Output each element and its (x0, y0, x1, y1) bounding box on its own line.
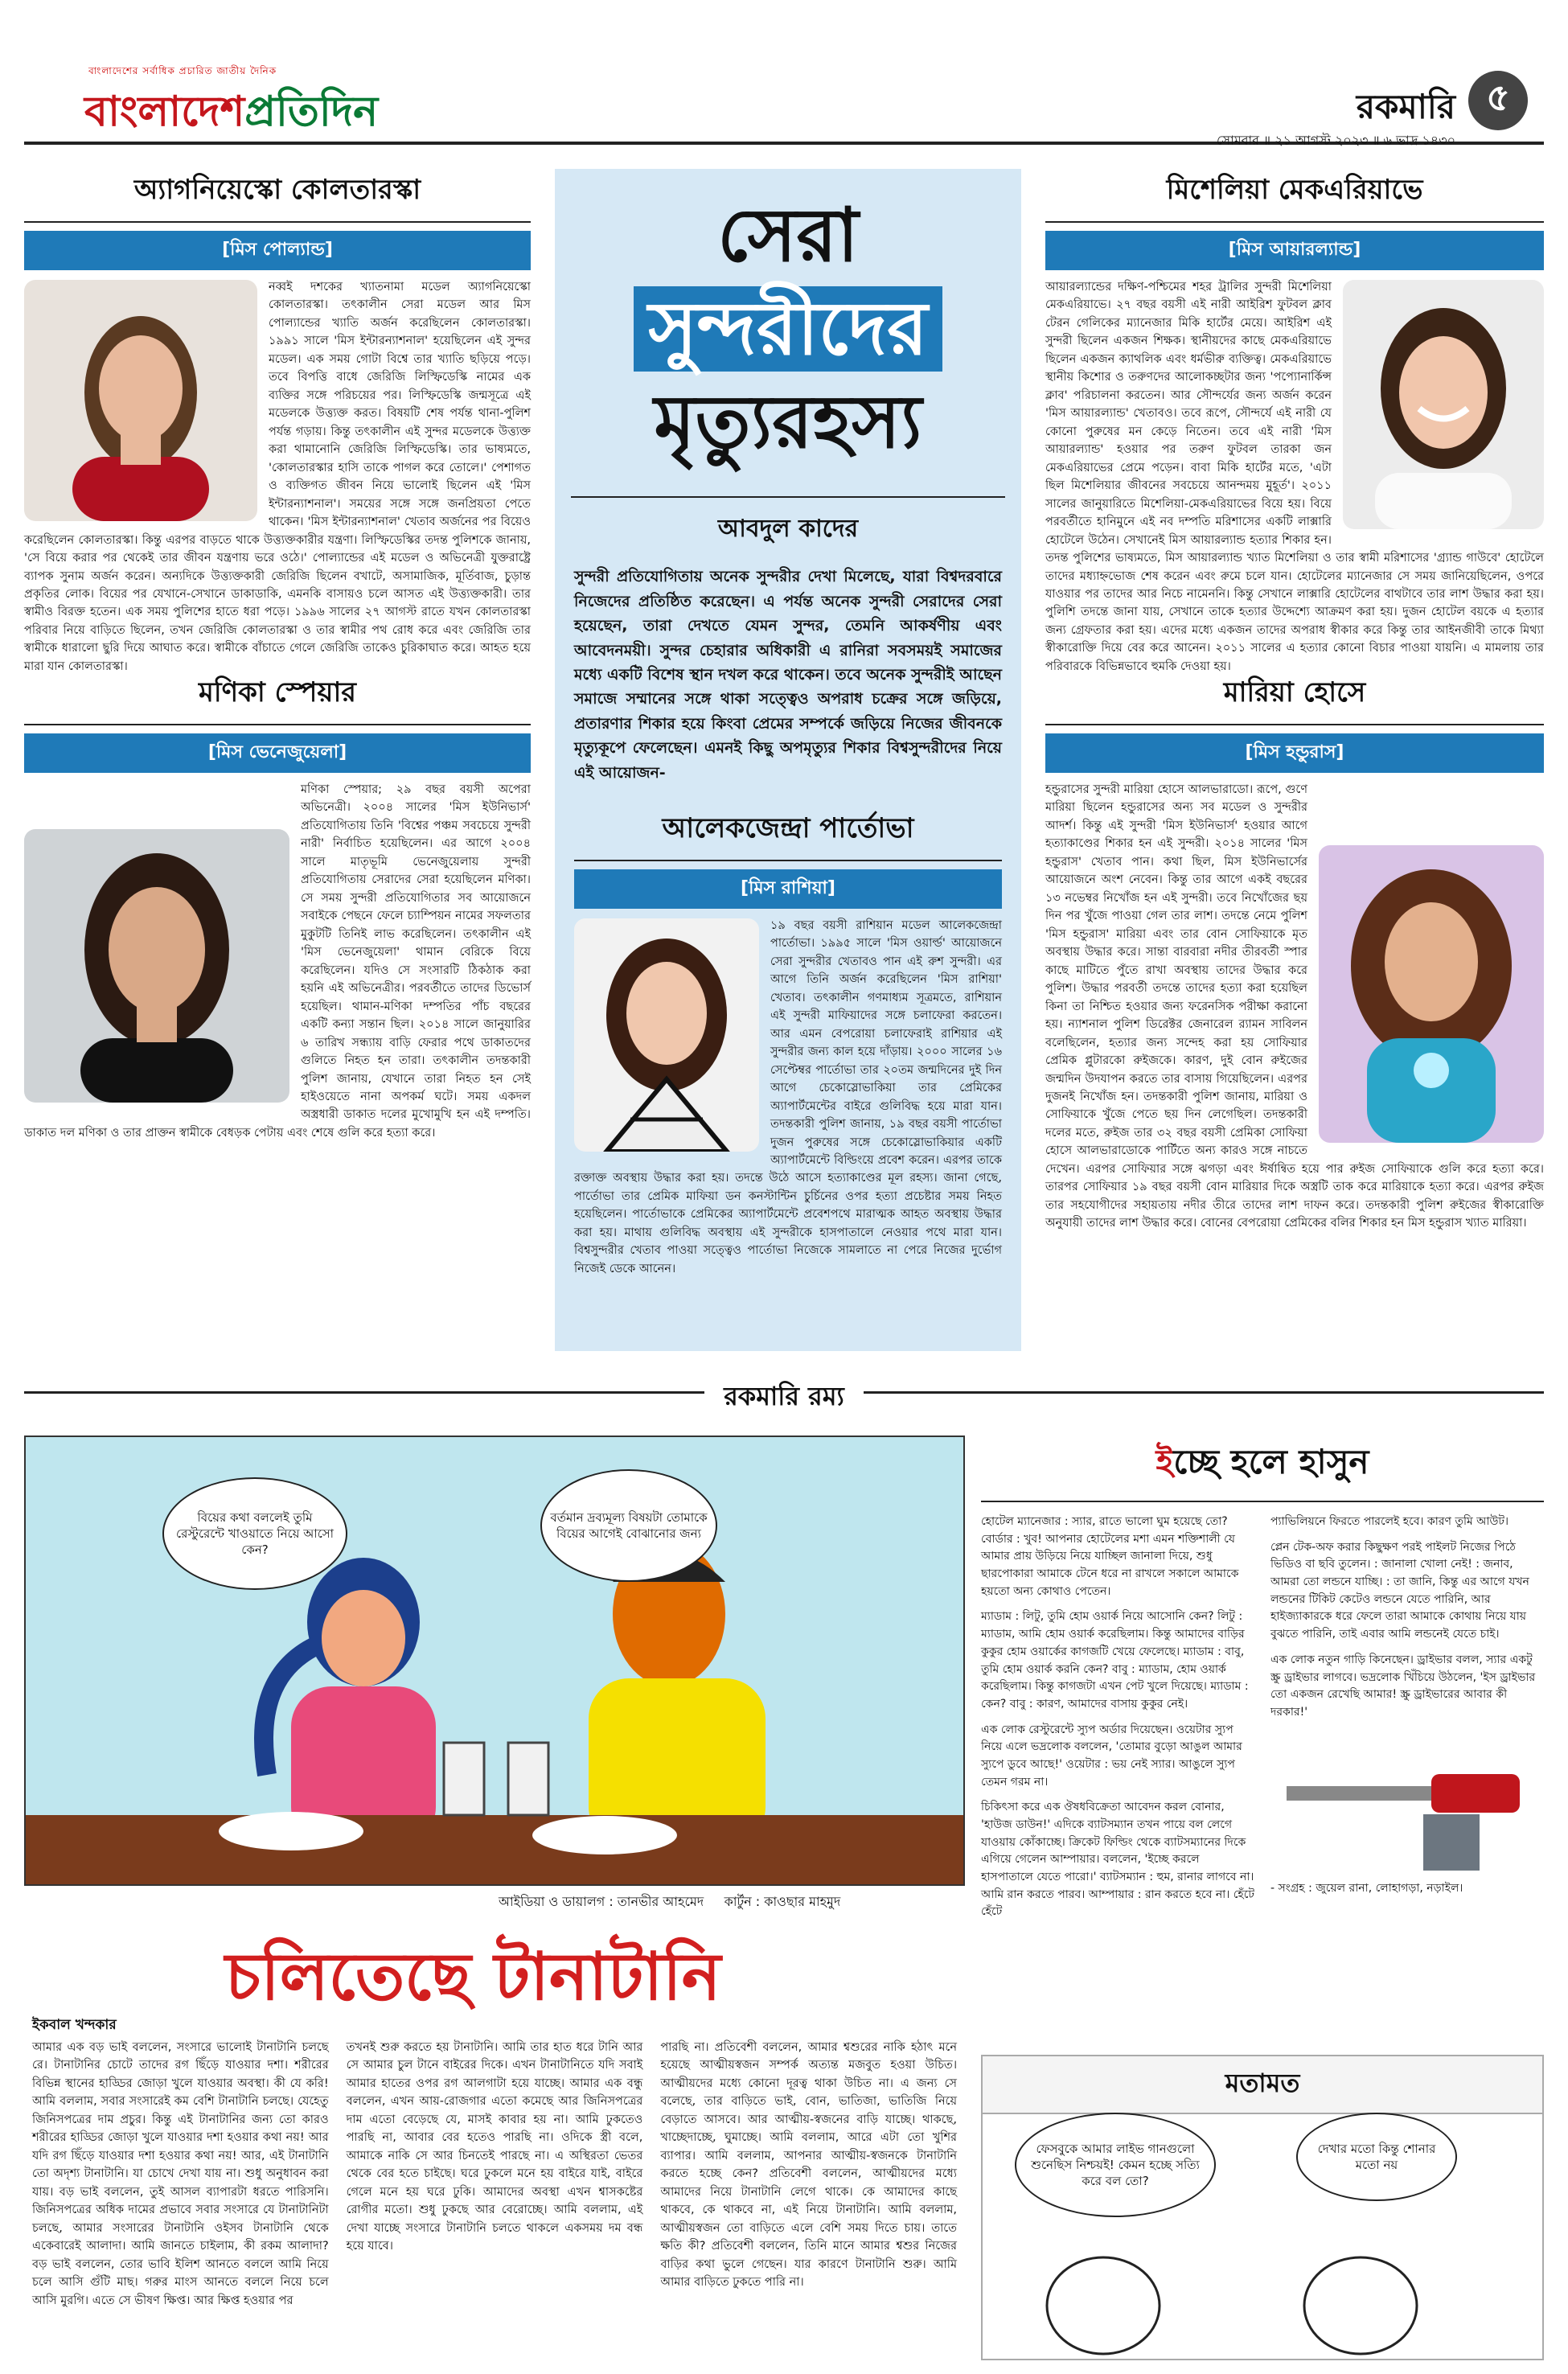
article-tag: [মিস ভেনেজুয়েলা] (24, 733, 531, 773)
opinion-title: মতামত (983, 2056, 1542, 2114)
headline-line2: সুন্দরীদের (634, 286, 942, 372)
article-text: ১৯ বছর বয়সী রাশিয়ান মডেল আলেকজেন্দ্রা পার্তোভা। ১৯৯৫ সালে 'মিস ওয়ার্ল্ড' আয়োজনে সেরা সুন্দরীর খেতাবও পান এই রুশ সুন্দরী। এর আগে তিনি অর্জন করেছিলেন 'মিস রাশিয়া' খেতাব। তৎকালীন গণমাধ্যম সূত্রমতে, রাশিয়ান এই সুন্দরী মাফিয়াদের সঙ্গে চলাফেরা করতেন। আর এমন বেপরোয়া চলাফেরাই রাশিয়ার এই সুন্দরীর জন্য কাল হয়ে দাঁড়ায়। ২০০০ সালের ১৬ সেপ্টেম্বর পার্তোভা তার ২০তম জন্মদিনের দুই দিন আগে চেকোস্লোভাকিয়া তার প্রেমিকের অ্যাপার্টমেন্টের বাইরে গুলিবিদ্ধ হয়ে মারা যান। তদন্তকারী পুলিশ জানায়, ১৯ বছর বয়সী পার্তোভা দুজন পুরুষের সঙ্গে চেকোস্লোভাকিয়ার একটি অ্যাপার্টমেন্টে বিল্ডিংয়ে প্রবেশ করেন। এরপর তাকে রক্তাক্ত অবস্থায় উদ্ধার করা হয়। তদন্তে উঠে আসে হত্যাকাণ্ডের মূল রহস্য। জানা গেছে, পার্তোভা তার প্রেমিক মাফিয়া ডন কনস্টান্টিন চুর্চিনের ওপর হত্যা প্রচেষ্টার সময় নিহত হয়েছিলেন। পার্তোভাকে প্রেমিকের অ্যাপার্টমেন্টে প্রবেশপথে মারাত্মক আহত অবস্থায় উদ্ধার করা হয়। মাথায় গুলিবিদ্ধ অবস্থায় এই সুন্দরীকে হাসপাতালে নেওয়ার পথে মারা যান। বিশ্বসুন্দরীর খেতাব পাওয়া সত্ত্বেও পার্তোভা নিজেকে সামলাতে না পেরে নিজের দুর্ভোগ নিজেই ডেকে আনেন। (574, 918, 1002, 1275)
jokes-title-rest: চ্ছে হলে হাসুন (1173, 1442, 1369, 1481)
joke-item: হোটেল ম্যানেজার : স্যার, রাতে ভালো ঘুম হয়েছে তো? বোর্ডার : খুব! আপনার হোটেলের মশা এমন শক্তিশালী যে আমার প্রায় উড়িয়ে নিয়ে যাচ্ছিল জানালা দিয়ে, শুধু ছারপোকারা আমাকে টেনে ধরে না রাখলে সকালে আমাকে হয়তো অন্য কোথাও পেতেন। (981, 1515, 1239, 1598)
article-hosse (1045, 672, 1544, 1233)
credit-idea: আইডিয়া ও ডায়ালগ : তানভীর আহমেদ (499, 1894, 704, 1909)
joke-item: প্যাভিলিয়নে ফিরতে পারলেই হবে। কারণ তুমি আউট। (1270, 1515, 1509, 1528)
article-column: তখনই শুরু করতে হয় টানাটানি। আমি তার হাত ধরে টানি আর সে আমার চুল টানে বাইরের দিকে। এখন টানাটানিতে যদি সবাই আমার হাতের ওপর রগ আলগাটা হয়ে যাচ্ছে। আমার এক বন্ধু বললেন, এখন আয়-রোজগার এতো কমেছে আর জিনিসপত্রের দাম এতো বেড়েছে যে, মাসই কাবার হয় না। আমি ঢুকতেও পারছি না, আবার বের হতেও পারছি না। ওদিকে স্ত্রী বলে, আমাকে নাকি সে আর চিনতেই পারছে না। এ অস্থিরতা ভেতর থেকে বের হতে চাইছে। ঘরে ঢুকলে মনে হয় বাইরে যাই, বাইরে গেলে মনে হয় ঘরে ঢুকি। আমাদের অবস্থা এখন শ্বাসকষ্টের রোগীর মতো। শুধু ঢুকছে আর বেরোচ্ছে। আমি বললাম, এই দেখা যাচ্ছে সংসারে টানাটানি চলতে থাকলে একসময় দম বন্ধ হয়ে যাবে। (346, 2041, 643, 2253)
section-divider (24, 1381, 1544, 1423)
joke-item: এক লোক নতুন গাড়ি কিনেছেন। ড্রাইভার বলল, স্যার একটু স্ক্রু ড্রাইভার লাগবে। ভদ্রলোক খিঁচিয়ে উঠলেন, 'ইস ড্রাইভার তো একজন রেখেছি আমার! স্ক্রু ড্রাইভারের আবার কী দরকার!' (1270, 1653, 1536, 1719)
article-partova (574, 807, 1002, 1278)
portrait-image (24, 829, 289, 1103)
feature-intro: সুন্দরী প্রতিযোগিতায় অনেক সুন্দরীর দেখা মিলেছে, যারা বিশ্বদরবারে নিজেদের প্রতিষ্ঠিত করেছেন। এ পর্যন্ত অনেক সুন্দরী সেরাদের সেরা হয়েছেন, তারা দেখতে যেমন সুন্দর, তেমনি আকর্ষণীয় এবং আবেদনময়ী। সুন্দর চেহারার অধিকারী এ রানিরা সবসময়ই সমাজের মধ্যে একটি বিশেষ স্থান দখল করে থাকেন। তবে অনেক সুন্দরীই আছেন সমাজে সম্মানের সঙ্গে থাকা সত্ত্বেও অপরাধ চক্রের সঙ্গে জড়িয়ে, প্রতারণার শিকার হয়ে কিংবা প্রেমের সম্পর্কে জড়িয়ে নিজের জীবনকে মৃত্যুকূপে ফেলেছেন। এমনই কিছু অপমৃত্যুর শিকার বিশ্বসুন্দরীদের নিয়ে এই আয়োজন- (574, 568, 1002, 782)
feature-author: আবদুল কাদের (571, 496, 1005, 550)
portrait-photo (1343, 280, 1544, 529)
jokes-title-first: ই (1155, 1442, 1174, 1481)
article-byline: ইকবাল খন্দকার (32, 2017, 117, 2033)
article-tag: [মিস আয়ারল্যান্ড] (1045, 231, 1544, 270)
opinion-section (981, 2055, 1544, 2360)
jokes-title (981, 1435, 1544, 1502)
logo-part2: প্রতিদিন (244, 87, 379, 136)
portrait-photo (24, 829, 289, 1103)
portrait-photo (24, 280, 257, 521)
article-column: পারছি না। প্রতিবেশী বললেন, আমার শ্বশুরের নাকি হঠাৎ মনে হয়েছে আত্মীয়স্বজন সম্পর্ক অত্যন্ত মজবুত হওয়া উচিত। আত্মীয়দের মধ্যে কোনো দূরত্ব থাকা উচিত না। এ জন্য সে বলেছে, তার বাড়িতে ভাই, বোন, ভাতিজা, ভাতিজি নিয়ে বেড়াতে আসবে। আর আত্মীয়-স্বজনের বাড়ি যাচ্ছে। থাকছে, খাচ্ছেদাচ্ছে, ঘুমাচ্ছে। আমি বললাম, আরে এটা তো খুশির ব্যাপার। আমি বললাম, আপনার আত্মীয়-স্বজনকে টানাটানি করতে হচ্ছে কেন? প্রতিবেশী বললেন, আত্মীয়দের মধ্যে আমাদের নিয়ে টানাটানি লেগে থাকে। কে আমাদের কাছে থাকবে, কে থাকবে না, এই নিয়ে টানাটানি। আমি বললাম, আত্মীয়স্বজন তো বাড়িতে এলে বেশি সময় দিতে চায়। তাতে ক্ষতি কী? প্রতিবেশী বললেন, তিনি মানে আমার শ্বশুর নিজের বাড়ির কথা ভুলে গেছেন। যার কারণে টানাটানি শুরু। আমি আমার বাড়িতে ঢুকতে পারি না। (660, 2041, 958, 2290)
portrait-image (1343, 280, 1544, 529)
portrait-photo (1319, 845, 1544, 1143)
screwdriver-illustration (1270, 1730, 1528, 1875)
article-body (574, 917, 1002, 1278)
article-column: আমার এক বড় ভাই বললেন, সংসারে ভালোই টানাটানি চলছে রে। টানাটানির চোটে তাদের রগ ছিঁড়ে যাওয়ার দশা। শরীরের বিভিন্ন স্থানের হাড্ডির জোড়া খুলে যাওয়ার অবস্থা। কী যে করি! আমি বললাম, সবার সংসারেই কম বেশি টানাটানি চলছে। যেহেতু জিনিসপত্রের দাম প্রচুর। কিন্তু এই টানাটানির জন্য তো কারও শরীরের হাড্ডির জোড়া খুলে যাওয়ার দশা হওয়ার কথা নয়! আর যদি রগ ছিঁড়ে যাওয়ার দশা হওয়ার কথা নয়! আর, এই টানাটানি তো অদৃশ্য টানাটানি। যা চোখে দেখা যায় না। শুধু অনুধাবন করা যায়। বড় ভাই বললেন, তুই আসল ব্যাপারটা ধরতে পারিসনি। জিনিসপত্রের অধিক দামের প্রভাবে সবার সংসারে যে টানাটানিটা চলছে, আমার সংসারের টানাটানি ওইসব টানাটানি থেকে একেবারেই আলাদা। আমি জানতে চাইলাম, কী রকম আলাদা? বড় ভাই বললেন, তোর ভাবি ইলিশ আনতে বললে আমি নিয়ে চলে আসি গুঁটি মাছ। গরুর মাংস আনতে বললে নিয়ে চলে আসি মুরগি। এতে সে ভীষণ ক্ষিপ্ত। আর ক্ষিপ্ত হওয়ার পর (32, 2041, 329, 2307)
article-spear (24, 672, 531, 1142)
newspaper-logo[interactable] (84, 79, 378, 149)
article-body (1045, 278, 1544, 676)
section-name: রকমারি (1356, 87, 1455, 126)
jokes-column-2 (1270, 1514, 1544, 1929)
speech-bubble-right: বর্তমান দ্রব্যমূল্য বিষয়টা তোমাকে বিয়ের আগেই বোঝানোর জন্য (540, 1469, 717, 1582)
article-body (24, 278, 531, 676)
headline-line1: সেরা (717, 191, 859, 278)
article-body (1045, 781, 1544, 1233)
cartoon-panel (24, 1435, 965, 1886)
article-title: আলেকজেন্দ্রা পার্তোভা (574, 807, 1002, 861)
masthead-tagline: বাংলাদেশের সর্বাধিক প্রচারিত জাতীয় দৈনিক (88, 65, 277, 76)
article-title: মারিয়া হোসে (1045, 672, 1544, 725)
dateline: সোমবার ॥ ২১ আগস্ট ২০২৩ ॥ ৬ ভাদ্র ১৪৩০ (1217, 133, 1455, 148)
article-tag: [মিস রাশিয়া] (574, 869, 1002, 909)
joke-item: এক লোক রেস্টুরেন্টে স্যুপ অর্ডার দিয়েছেন। ওয়েটার স্যুপ নিয়ে এলে ভদ্রলোক বললেন, 'তোমার বুড়ো আঙুল আমার স্যুপে ডুবে আছে!' ওয়েটার : ভয় নেই স্যার। আঙুলে স্যুপ তেমন গরম না। (981, 1723, 1242, 1789)
joke-item: চিকিৎসা করে এক ঔষধবিক্রেতা আবেদন করল বোনার, 'হাউজ ডাউন!' এদিকে ব্যাটসম্যান তখন পায়ে বল লেগে যাওয়ায় কোঁকাচ্ছে। ক্রিকেট ফিল্ডিং থেকে ব্যাটসম্যানের দিকে এগিয়ে গেলেন আম্পায়ার। বললেন, 'ইচ্ছে করলে হাসপাতালে যেতে পারো।' ব্যাটসম্যান : হুম, রানার লাগবে না। আমি রান করতে পারব। আম্পায়ার : রান করতে হবে না। হেঁটে হেঁটে (981, 1801, 1254, 1919)
article-body (24, 781, 531, 1142)
feature-box (555, 169, 1021, 1351)
cartoon-illustration (26, 1437, 963, 1884)
article-tag: [মিস হন্ডুরাস] (1045, 733, 1544, 773)
article-text: হন্ডুরাসের সুন্দরী মারিয়া হোসে আলভারাডো। রূপে, গুণে মারিয়া ছিলেন হন্ডুরাসের অন্য সব মডেল ও সুন্দরীর আদর্শ। কিন্তু এই সুন্দরী 'মিস ইউনিভার্স' হওয়ার আগে হত্যাকাণ্ডের শিকার হন এই সুন্দরী। ২০১৪ সালের 'মিস হন্ডুরাস' খেতাব পান। কথা ছিল, মিস ইউনিভার্সের আয়োজনে অংশ নেবেন। কিন্তু তার আগে একই বছরের ১৩ নভেম্বর নিখোঁজ হন এই সুন্দরী। তবে নিখোঁজের ছয় দিন পর খুঁজে পাওয়া গেল তার লাশ। তদন্তে নেমে পুলিশ 'মিস হন্ডুরাস' মারিয়া এবং তার বোন সোফিয়াকে মৃত অবস্থায় উদ্ধার করে। সান্তা বারবারা নদীর তীরবর্তী স্পার কাছে মাটিতে পুঁতে রাখা অবস্থায় তাদের উদ্ধার করে পুলিশ। উদ্ধার পরবর্তী তদন্তে তাদের হত্যা করা হয়েছিল কিনা তা নিশ্চিত হওয়ার জন্য ফরেনসিক পরীক্ষা করানো হয়। ন্যাশনাল পুলিশ ডিরেক্টর জেনারেল র‍্যামন সাবিলন বলেছিলেন, হত্যার জন্য সন্দেহ করা হয় সোফিয়ার প্রেমিক প্লুটারকো রুইজকে। কারণ, দুই বোন রুইজের জন্মদিন উদযাপন করতে তার বাসায় গিয়েছিলেন। এরপর দুজনই নিখোঁজ হন। তদন্তকারী পুলিশ জানায়, মারিয়া ও সোফিয়াকে খুঁজে পেতে ছয় দিন লেগেছিল। তদন্তকারী দলের মতে, রুইজ তার ৩২ বছর বয়সী প্রেমিকা সোফিয়া হোসে আলভারাডোকে পার্টিতে অন্য কারও সঙ্গে নাচতে দেখেন। এরপর সোফিয়ার সঙ্গে ঝগড়া এবং ঈর্ষান্বিত হয়ে পার রুইজ সোফিয়াকে গুলি করে হত্যা করে। তারপর সোফিয়ার ১৯ বছর বয়সী বোন মারিয়ার দিকে অস্ত্রটি তাক করে মারিয়াকে হত্যা করে। এরপর রুইজ তার সহযোগীদের সহায়তায় নদীর তীরে তাদের লাশ দাফন করে। তদন্তকারী পুলিশ রুইজের স্বীকারোক্তি অনুযায়ী তাদের লাশ উদ্ধার করে। বোনের বেপরোয়া প্রেমিকের বলির শিকার হন মিস হন্ডুরাস খ্যাত মারিয়া। (1045, 783, 1544, 1230)
cartoon-credit (499, 1891, 840, 1913)
article-tag: [মিস পোল্যান্ড] (24, 231, 531, 270)
jokes-column-1 (981, 1514, 1254, 1929)
opinion-bubble-left: ফেসবুকে আমার লাইভ গানগুলো শুনেছিস নিশ্চয়ই! কেমন হচ্ছে সত্যি করে বল তো? (1015, 2113, 1216, 2217)
article-title: মণিকা স্পেয়ার (24, 672, 531, 725)
page-number-badge: ৫ (1468, 71, 1528, 130)
article-columns (32, 2039, 957, 2310)
portrait-image (574, 918, 759, 1152)
article-text: মণিকা স্পেয়ার; ২৯ বছর বয়সী অপেরা অভিনেত্রী। ২০০৪ সালের 'মিস ইউনিভার্স' প্রতিযোগিতায় তিনি 'বিশ্বের পঞ্চম সবচেয়ে সুন্দরী নারী' নির্বাচিত হয়েছিলেন। এর আগে ২০০৪ সালে মাতৃভূমি ভেনেজুয়েলায় সুন্দরী প্রতিযোগিতায় সেরাদের সেরা হয়েছিলেন মণিকা। সে সময় সুন্দরী প্রতিযোগিতার সব আয়োজনে সবাইকে পেছনে ফেলে চ্যাম্পিয়ন নামের সফলতার মুকুটটি তিনিই লাভ করেছিলেন। তৎকালীন এই 'মিস ভেনেজুয়েলা' থামান বেরিকে বিয়ে করেছিলেন। যদিও সে সংসারটি ঠিকঠাক করা হয়নি এই অভিনেত্রীর। পরবর্তীতে তাদের ডিভোর্স হয়েছিল। থামান-মণিকা দম্পতির পাঁচ বছরের একটি কন্যা সন্তান ছিল। ২০১৪ সালে জানুয়ারির ৬ তারিখ সন্ধ্যায় বাড়ি ফেরার পথে ডাকাতদের গুলিতে নিহত হন তারা। তৎকালীন তদন্তকারী পুলিশ জানায়, যেখানে তারা নিহত হন সেই হাইওয়েতে নানা অপকর্ম ঘটে। সময় একদল অস্ত্রধারী ডাকাত দলের মুখোমুখি হন এই দম্পতি। ডাকাত দল মণিকা ও তার প্রাক্তন স্বামীকে বেধড়ক পেটায় এবং শেষে গুলি করে হত্যা করে। (24, 783, 531, 1140)
portrait-image (24, 280, 257, 521)
section-divider-label: রকমারি রম্য (704, 1381, 864, 1411)
feature-headline (555, 169, 1021, 464)
portrait-photo (574, 918, 759, 1152)
logo-part1: বাংলাদেশ (84, 87, 245, 136)
joke-credit: - সংগ্রহ : জুয়েল রানা, লোহাগড়া, নড়াইল। (1270, 1882, 1463, 1896)
joke-item: প্লেন টেক-অফ করার কিছুক্ষণ পরই পাইলট নিজের পিঠে ভিডিও বা ছবি তুলেন। : জানালা খোলা নেই! : জনাব, আমরা তো লন্ডনে যাচ্ছি। : তা জানি, কিন্তু এর আগে যখন লন্ডনের টিকিট কেটেও লন্ডনে যেতে পারিনি, আর হাইজ্যাকারকে ধরে ফেলে তারা আমাকে কোথায় নিয়ে যায় বুঝতে পারিনি, তাই এবার আমি লন্ডনেই যেতে চাই। (1270, 1540, 1529, 1641)
article-mcareavey (1045, 169, 1544, 676)
credit-cartoon: কার্টুন : কাওছার মাহমুদ (724, 1894, 841, 1909)
jokes-columns (981, 1514, 1544, 1929)
portrait-image (1319, 845, 1544, 1143)
jokes-section (981, 1435, 1544, 2023)
article-koltarska (24, 169, 531, 676)
masthead (24, 56, 1544, 148)
article-headline: চলিতেছে টানাটানি (225, 1938, 721, 2015)
article-text: আয়ারল্যান্ডের দক্ষিণ-পশ্চিমের শহর ট্রালির সুন্দরী মিশেলিয়া মেকএরিয়াভে। ২৭ বছর বয়সী এই নারী আইরিশ ফুটবল ক্লাব টেরন গেলিকের ম্যানেজার মিকি হার্টের মেয়ে। আইরিশ এই সুন্দরী ছিলেন একজন শিক্ষক। স্থানীয়দের কাছে মেকএরিয়াভে ছিলেন একজন ক্যাথলিক এবং ধর্মভীরু ব্যক্তিত্ব। মেকএরিয়াভে স্থানীয় কিশোর ও তরুণদের আলোকচ্ছটার জন্য 'পপ্যোনার্কিন্স ক্লাব' পরিচালনা করতেন। আর সৌন্দর্যের জন্য অর্জন করেন 'মিস আয়ারল্যান্ড' খেতাবও। তবে রূপে, সৌন্দর্যে এই নারী যে কোনো পুরুষের মন কেড়ে নিতেন। তবে এই নারী 'মিস আয়ারল্যান্ড' হওয়ার পর তরুণ ফুটবল তারকা জন মেকএরিয়াভের প্রেমে পড়েন। বাবা মিকি হার্টের মতে, 'এটা ছিল মিশেলিয়ার জীবনের সবচেয়ে আনন্দময় মুহূর্ত'। ২০১১ সালের জানুয়ারিতে মিশেলিয়া-মেকএরিয়াভের বিয়ে হয়। বিয়ে পরবর্তীতে হানিমুনে এই নব দম্পতি মরিশাসের একটি লাক্সারি হোটেলে উঠেন। সেখানেই মিস আয়ারল্যান্ড হত্যার শিকার হন। তদন্ত পুলিশের ভাষ্যমতে, মিস আয়ারল্যান্ড খ্যাত মিশেলিয়া ও তার স্বামী মরিশাসের 'গ্র্যান্ড গাউবে' হোটেলে তাদের মধ্যাহ্নভোজ শেষ করেন এবং রুমে চলে যান। হোটেলের ম্যানেজার সে সময় জানিয়েছিলেন, ওপরে যাওয়ার পর তাদের আর নিচে নামেননি। কিন্তু সেখানে লাক্সারি হোটেলের বাথটাবে তার লাশ উদ্ধার করা হয়। পুলিশি তদন্তে জানা যায়, সেখানে তাকে হত্যার উদ্দেশ্যে আক্রমণ করা হয়। দুজন হোটেল বয়কে এ হত্যার জন্য গ্রেফতার করা হয়। এদের মধ্যে একজন তাদের অপরাধ স্বীকার করে কিন্তু তার আইনজীবী তাকে মিথ্যা স্বীকারোক্তি দিয়ে বের করে আনেন। ২০১১ সালের এ হত্যার কোনো বিচার পাওয়া যায়নি। এ মামলায় তার পরিবারকে বিভিন্নভাবে হুমকি দেওয়া হয়। (1045, 281, 1544, 673)
headline-line3: মৃত্যুরহস্য (654, 377, 922, 465)
joke-item: ম্যাডাম : লিটু, তুমি হোম ওয়ার্ক নিয়ে আসোনি কেন? লিটু : ম্যাডাম, আমি হোম ওয়ার্ক করেছিলাম। কিন্তু আমাদের বাড়ির কুকুর হোম ওয়ার্কের কাগজটি খেয়ে ফেলেছে। ম্যাডাম : বাবু, তুমি হোম ওয়ার্ক করনি কেন? বাবু : ম্যাডাম, হোম ওয়ার্ক করেছিলাম। কিন্তু কাগজটা এখন পেট খুলে দিয়েছে। ম্যাডাম : কেন? বাবু : কারণ, আমাদের বাসায় কুকুর নেই। (981, 1610, 1249, 1711)
speech-bubble-left: বিয়ের কথা বললেই তুমি রেস্টুরেন্টে খাওয়াতে নিয়ে আসো কেন? (162, 1477, 347, 1590)
article-title: মিশেলিয়া মেকএরিয়াভে (1045, 169, 1544, 223)
article-title: অ্যাগনিয়েস্কো কোলতারস্কা (24, 169, 531, 223)
article-text: নব্বই দশকের খ্যাতনামা মডেল অ্যাগনিয়েস্কো কোলতারস্কা। তৎকালীন সেরা মডেল আর মিস পোল্যান্ডের খ্যাতি অর্জন করেছিলেন কোলতারস্কা। ১৯৯১ সালে 'মিস ইন্টারন্যাশনাল' হয়েছিলেন এই সুন্দর মডেল। এক সময় গোটা বিশ্বে তার খ্যাতি ছড়িয়ে পড়ে। তবে বিপত্তি বাধে জেরিজি লিস্ফিডেস্কি নামের এক ব্যক্তির সঙ্গে পরিচয়ের পর। লিস্ফিডেস্কি জন্মসূত্রে এই মডেলকে উত্ত্যক্ত করত। বিষয়টি শেষ পর্যন্ত থানা-পুলিশ পর্যন্ত গড়ায়। কিন্তু তৎকালীন এই সুন্দর মডেলকে উত্ত্যক্ত করা থামানোনি জেরিজি লিস্ফিডেস্কি। তার ভাষ্যমতে, 'কোলতারস্কার হাসি তাকে পাগল করে তোলে।' পেশাগত ও ব্যক্তিগত জীবন নিয়ে ভালোই ছিলেন এই 'মিস ইন্টারন্যাশনাল'। সময়ের সঙ্গে সঙ্গে জনপ্রিয়তা পেতে থাকেন। 'মিস ইন্টারন্যাশনাল' খেতাব অর্জনের পর বিয়েও করেছিলেন কোলতারস্কা। কিন্তু এরপর বাড়তে থাকে উত্ত্যক্তকারীর যন্ত্রণা। লিস্ফিডেস্কির তদন্ত পুলিশকে জানায়, 'সে বিয়ে করার পর থেকেই তার জীবন যন্ত্রণায় ভরে ওঠে।' পোল্যান্ডের এই মডেল ও অভিনেত্রী যুক্তরাষ্ট্রে ব্যাপক সুনাম অর্জন করেন। অন্যদিকে উত্ত্যক্তকারী জেরিজি ছিলেন বখাটে, অসামাজিক, মূর্তিবাজ, চুড়ান্ত প্রকৃতির লোক। বিয়ের পর যেখানে-সেখানে ডাকাডাকি, এমনকি বাসায়ও চলে আসত এই উত্ত্যক্তকারী। তার স্বামীও বিরক্ত হতেন। এক সময় পুলিশের হাতে ধরা পড়ে। ১৯৯৬ সালের ২৭ আগস্ট রাতে যখন কোলতারস্কা পরিবার নিয়ে বাড়িতে ছিলেন, তখন জেরিজি কোলতারস্কা ও তার স্বামীর পথ রোধ করে এবং জেরিজি তার স্বামীকে ধারালো ছুরি দিয়ে আঘাত করে। স্বামীকে বাঁচাতে গেলে জেরিজি তাকেও চুরিকাঘাত করে। আহত হয়ে মারা যান কোলতারস্কা। (24, 281, 531, 673)
opinion-bubble-right: দেখার মতো কিন্তু শোনার মতো নয় (1296, 2113, 1457, 2201)
